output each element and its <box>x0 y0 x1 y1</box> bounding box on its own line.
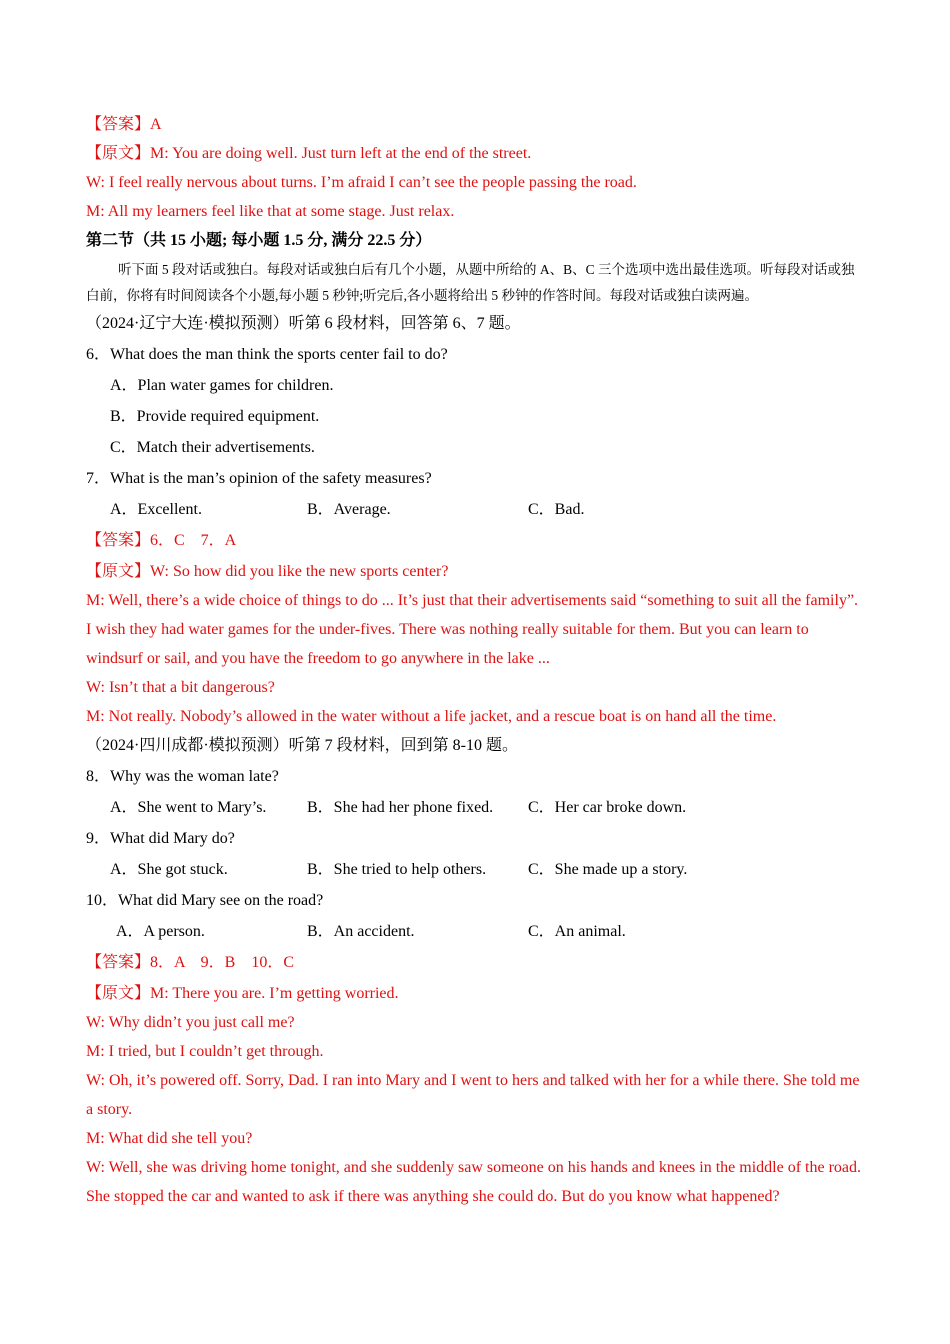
question-stem: 9．What did Mary do? <box>86 830 235 847</box>
script-line: M: What did she tell you? <box>86 1130 253 1147</box>
script-paragraph: W: Oh, it’s powered off. Sorry, Dad. I ran into Mary and I went to hers and talked with her for a while there. She told me a story. <box>86 1072 860 1118</box>
script-label: 【原文】 <box>86 985 151 1002</box>
question-stem: 6．What does the man think the sports center fail to do? <box>86 346 448 363</box>
option-c: C．Bad. <box>528 501 585 518</box>
option-a: A．A person. <box>116 923 205 940</box>
document-page <box>86 110 866 1211</box>
options-row <box>86 495 866 524</box>
script-label: 【原文】 <box>86 145 151 162</box>
script-line: W: I feel really nervous about turns. I’m afraid I can’t see the people passing the road. <box>86 174 637 191</box>
script-label: 【原文】 <box>86 563 151 580</box>
section-instructions: 听下面 5 段对话或独白。每段对话或独白后有几个小题，从题中所给的 A、B、C 三个选项中选出最佳选项。听每段对话或独白前，你将有时间阅读各个小题,每小题 5 秒钟;听完后,各小题将给出 5 秒钟的作答时间。每段对话或独白读两遍。 <box>86 262 855 303</box>
question-stem: 10．What did Mary see on the road? <box>86 892 324 909</box>
passage-source: （2024·辽宁大连·模拟预测）听第 6 段材料，回答第 6、7 题。 <box>86 315 521 332</box>
option-c: C．Her car broke down. <box>528 799 687 816</box>
script-line: 【原文】W: So how did you like the new sports center? <box>86 563 449 580</box>
option-c: C．An animal. <box>528 923 626 940</box>
passage-source: （2024·四川成都·模拟预测）听第 7 段材料，回到第 8-10 题。 <box>86 737 518 754</box>
options-row <box>86 917 866 946</box>
script-paragraph: W: Well, she was driving home tonight, and she suddenly saw someone on his hands and knees in the middle of the road. She stopped the car and wanted to ask if there was anything she could do. But do you know what happened? <box>86 1159 862 1205</box>
script-paragraph: M: Well, there’s a wide choice of things to do ... It’s just that their advertisements said “something to suit all the family”. I wish they had water games for the under-fives. There was nothing really suitable for them. But you can learn to windsurf or sail, and you have the freedom to go anywhere in the lake ... <box>86 592 859 667</box>
answer-line: 【答案】8．A 9．B 10．C <box>86 954 295 971</box>
options-row <box>86 793 866 822</box>
option-b: B．Provide required equipment. <box>110 408 320 425</box>
options-row <box>86 855 866 884</box>
section-title: 第二节（共 15 小题; 每小题 1.5 分, 满分 22.5 分） <box>86 232 432 249</box>
option-b: B．She had her phone fixed. <box>307 799 494 816</box>
answer-line: 【答案】A <box>86 116 162 133</box>
option-b: B．She tried to help others. <box>307 861 487 878</box>
option-c: C．Match their advertisements. <box>110 439 315 456</box>
option-b: B．Average. <box>307 501 391 518</box>
script-line: 【原文】M: You are doing well. Just turn left at the end of the street. <box>86 145 532 162</box>
script-line: M: Not really. Nobody’s allowed in the water without a life jacket, and a rescue boat is on hand all the time. <box>86 708 777 725</box>
option-a: A．She went to Mary’s. <box>110 799 267 816</box>
answer-line: 【答案】6．C 7．A <box>86 532 237 549</box>
option-a: A．She got stuck. <box>110 861 228 878</box>
script-line: M: I tried, but I couldn’t get through. <box>86 1043 324 1060</box>
option-c: C．She made up a story. <box>528 861 688 878</box>
script-line: 【原文】M: There you are. I’m getting worried. <box>86 985 399 1002</box>
script-line: W: Why didn’t you just call me? <box>86 1014 295 1031</box>
option-b: B．An accident. <box>307 923 415 940</box>
option-a: A．Excellent. <box>110 501 202 518</box>
question-stem: 8．Why was the woman late? <box>86 768 279 785</box>
script-line: W: Isn’t that a bit dangerous? <box>86 679 275 696</box>
script-line: M: All my learners feel like that at some stage. Just relax. <box>86 203 455 220</box>
question-stem: 7．What is the man’s opinion of the safety measures? <box>86 470 432 487</box>
option-a: A．Plan water games for children. <box>110 377 334 394</box>
